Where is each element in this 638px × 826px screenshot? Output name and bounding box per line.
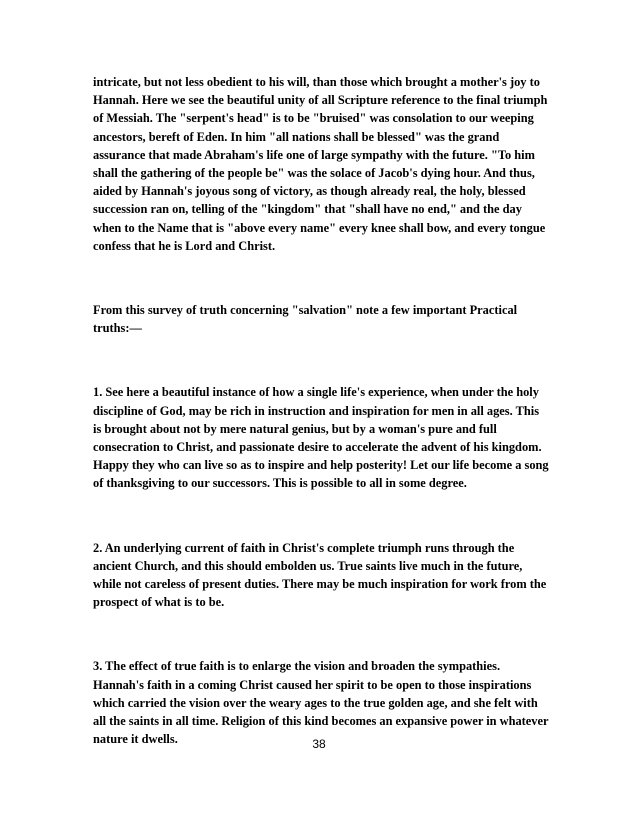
paragraph-point-3: 3. The effect of true faith is to enlarge the vision and broaden the sympathies. Hannah's faith in a coming Christ caused her spirit to be open to those inspirations which carried the vision over the weary ages to the true golden age, and she felt with all the saints in all time. Religion of this kind becomes an expansive power in whatever nature it dwells. (93, 659, 549, 747)
paragraph-point-2: 2. An underlying current of faith in Christ's complete triumph runs through the ancient Church, and this should embolden us. True saints live much in the future, while not careless of present duties. There may be much inspiration for work from the prospect of what is to be. (93, 540, 547, 610)
paragraph-continuation: intricate, but not less obedient to his will, than those which brought a mother's joy to Hannah. Here we see the beautiful unity of all Scripture reference to the final triumph of Messiah. The "serpent's head" is to be "bruised" was consolation to our weeping ancestors, bereft of Eden. In him "all nations shall be blessed" was the grand assurance that made Abraham's life one of large sympathy with the future. "To him shall the gathering of the people be" was the solace of Jacob's dying hour. And thus, aided by Hannah's joyous song of victory, as though already real, the holy, blessed succession ran on, telling of the "kingdom" that "shall have no end," and the day when to the Name that is "above every name" every knee shall bow, and every tongue confess that he is Lord and Christ. (93, 75, 548, 253)
paragraph-practical-truths-intro: From this survey of truth concerning "salvation" note a few important Practical truths:— (93, 303, 518, 336)
paragraph-point-1: 1. See here a beautiful instance of how a single life's experience, when under the holy discipline of God, may be rich in instruction and inspiration for men in all ages. This is brought about not by mere natural genius, but by a woman's pure and full consecration to Christ, and passionate desire to accelerate the advent of his kingdom. Happy they who can live so as to inspire and help posterity! Let our life become a song of thanksgiving to our successors. This is possible to all in some degree. (93, 385, 549, 491)
page-body (93, 73, 549, 748)
page-number: 38 (312, 737, 326, 751)
